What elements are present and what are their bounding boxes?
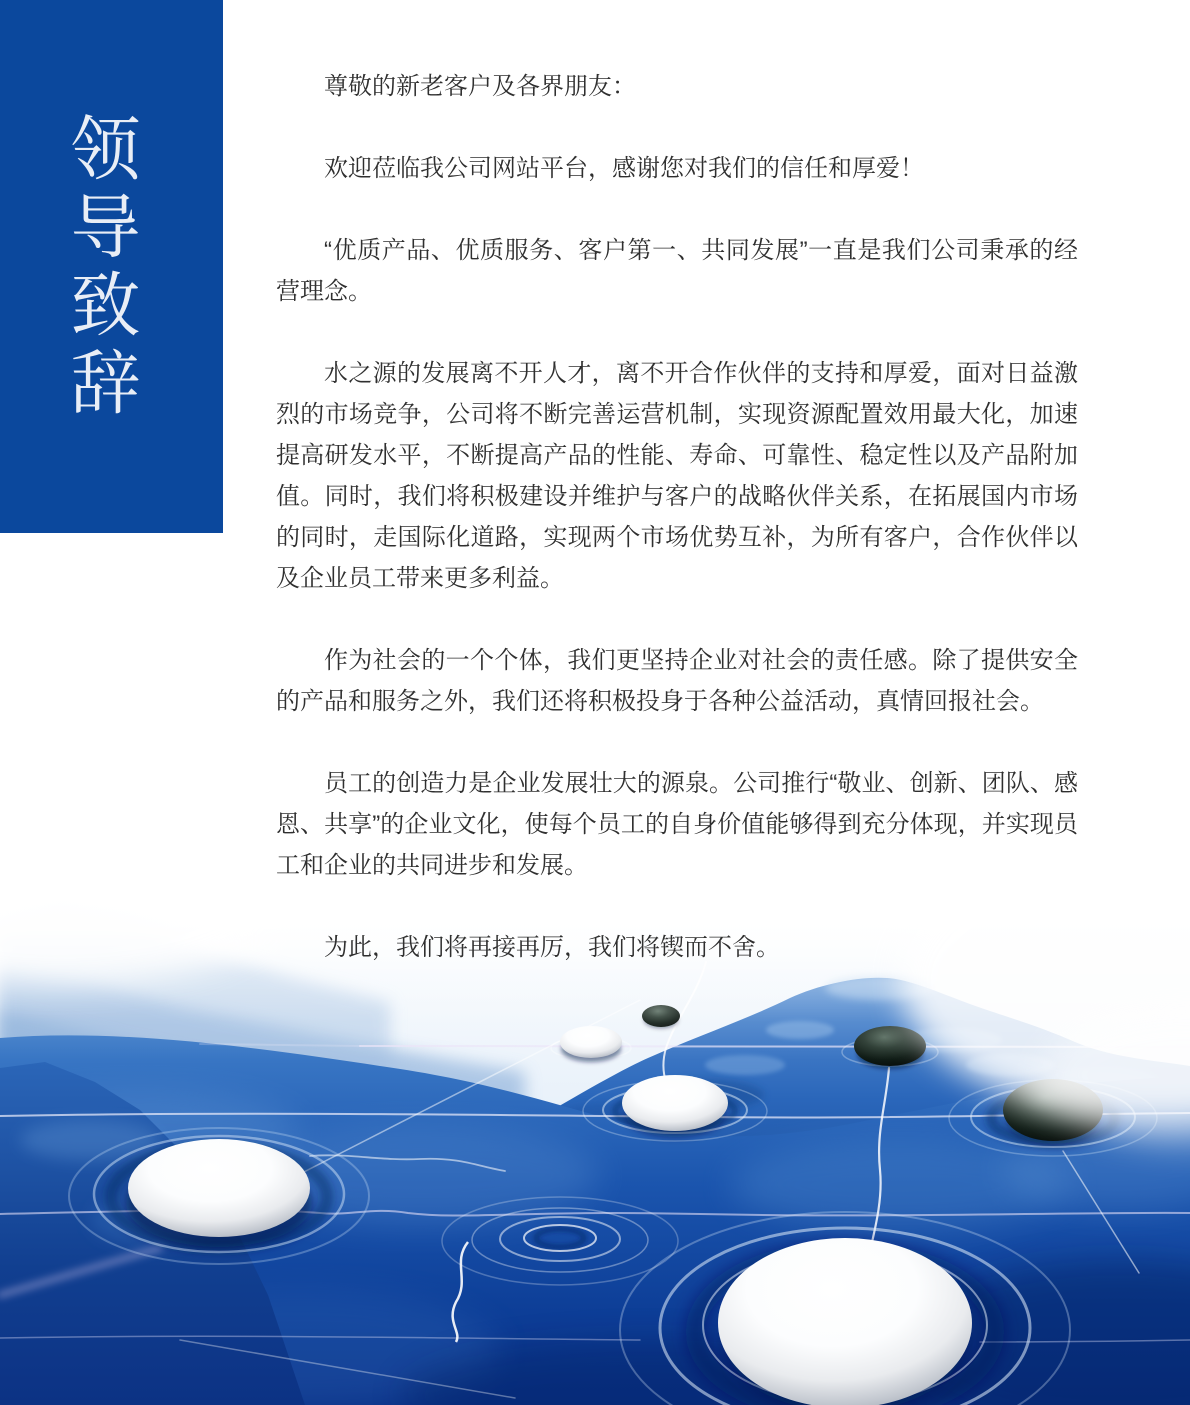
white-go-stone-large: [128, 1139, 310, 1237]
white-go-stone-medium: [622, 1075, 728, 1131]
paragraph-greeting: 尊敬的新老客户及各界朋友：: [324, 73, 636, 100]
paragraph-development: 水之源的发展离不开人才，离不开合作伙伴的支持和厚爱，面对日益激烈的市场竞争，公司将不断完善运营机制，实现资源配置效用最大化，加速提高研发水平，不断提高产品的性能、寿命、可靠性、稳定性以及产品附加值。同时，我们将积极建设并维护与客户的战略伙伴关系，在拓展国内市场的同时，走国际化道路，实现两个市场优势互补，为所有客户，合作伙伴以及企业员工带来更多利益。: [276, 360, 1078, 592]
paragraph-culture: 员工的创造力是企业发展壮大的源泉。公司推行“敬业、创新、团队、感恩、共享”的企业文化，使每个员工的自身价值能够得到充分体现，并实现员工和企业的共同进步和发展。: [276, 770, 1078, 879]
white-go-stone-huge: [718, 1238, 972, 1405]
section-title: 领导致辞: [61, 112, 139, 424]
paragraph-society: 作为社会的一个个体，我们更坚持企业对社会的责任感。除了提供安全的产品和服务之外，我们还将积极投身于各种公益活动，真情回报社会。: [276, 647, 1078, 715]
paragraph-welcome: 欢迎莅临我公司网站平台，感谢您对我们的信任和厚爱！: [324, 155, 924, 182]
paragraph-closing: 为此，我们将再接再厉，我们将锲而不舍。: [324, 934, 780, 961]
paragraph-philosophy: “优质产品、优质服务、客户第一、共同发展”一直是我们公司秉承的经营理念。: [276, 237, 1078, 305]
section-banner: [0, 0, 223, 533]
article-body: [276, 66, 1078, 1009]
